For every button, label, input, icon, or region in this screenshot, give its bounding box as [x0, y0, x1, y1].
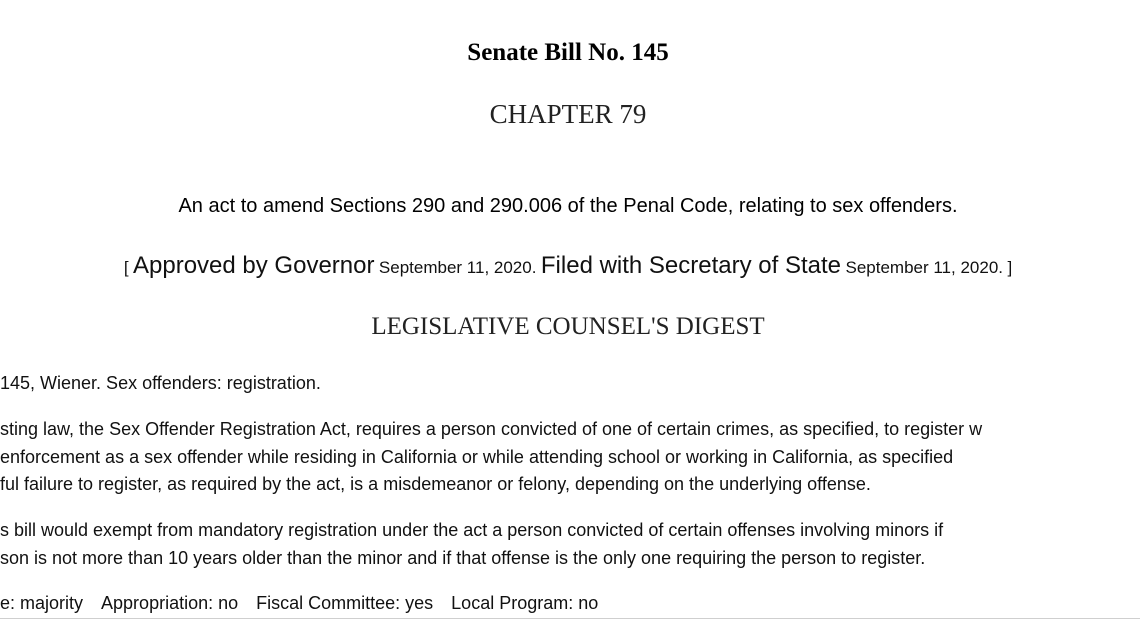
bill-number-heading: Senate Bill No. 145 [467, 39, 669, 66]
act-title: An act to amend Sections 290 and 290.006 of the Penal Code, relating to sex offenders. [178, 195, 958, 217]
approved-by-governor-label: Approved by Governor [133, 252, 375, 279]
paragraph-line: enforcement as a sex offender while residing in California or while attending school or working in California, as specified [0, 446, 954, 467]
divider [0, 618, 1140, 619]
filed-with-secretary-label: Filed with Secretary of State [540, 252, 842, 279]
paragraph-line: ful failure to register, as required by the act, is a misdemeanor or felony, depending on the underlying offense. [0, 474, 871, 494]
local-program-status: Local Program: no [451, 593, 599, 613]
paragraph-line: sting law, the Sex Offender Registration Act, requires a person convicted of one of certain crimes, as specified, to register w [0, 419, 983, 439]
digest-paragraph-this-bill [0, 517, 943, 572]
paragraph-line: son is not more than 10 years older than the minor and if that offense is the only one requiring the person to register. [0, 547, 926, 568]
fiscal-committee-status: Fiscal Committee: yes [256, 593, 434, 613]
filed-date: September 11, 2020. [845, 258, 1003, 277]
appropriation-status: Appropriation: no [101, 593, 239, 613]
digest-paragraph-existing-law [0, 416, 982, 499]
approved-date: September 11, 2020. [378, 258, 537, 277]
approval-line [0, 252, 1136, 280]
paragraph-line: s bill would exempt from mandatory registration under the act a person convicted of certain offenses involving minors if [0, 520, 944, 540]
approval-close-bracket: ] [1007, 258, 1013, 277]
digest-summary: 145, Wiener. Sex offenders: registration. [0, 373, 321, 393]
approval-open-bracket: [ [123, 258, 129, 277]
vote-info-line [0, 590, 598, 618]
vote-requirement: e: majority [0, 593, 84, 613]
digest-heading: LEGISLATIVE COUNSEL'S DIGEST [371, 313, 765, 340]
chapter-heading: CHAPTER 79 [489, 99, 647, 129]
